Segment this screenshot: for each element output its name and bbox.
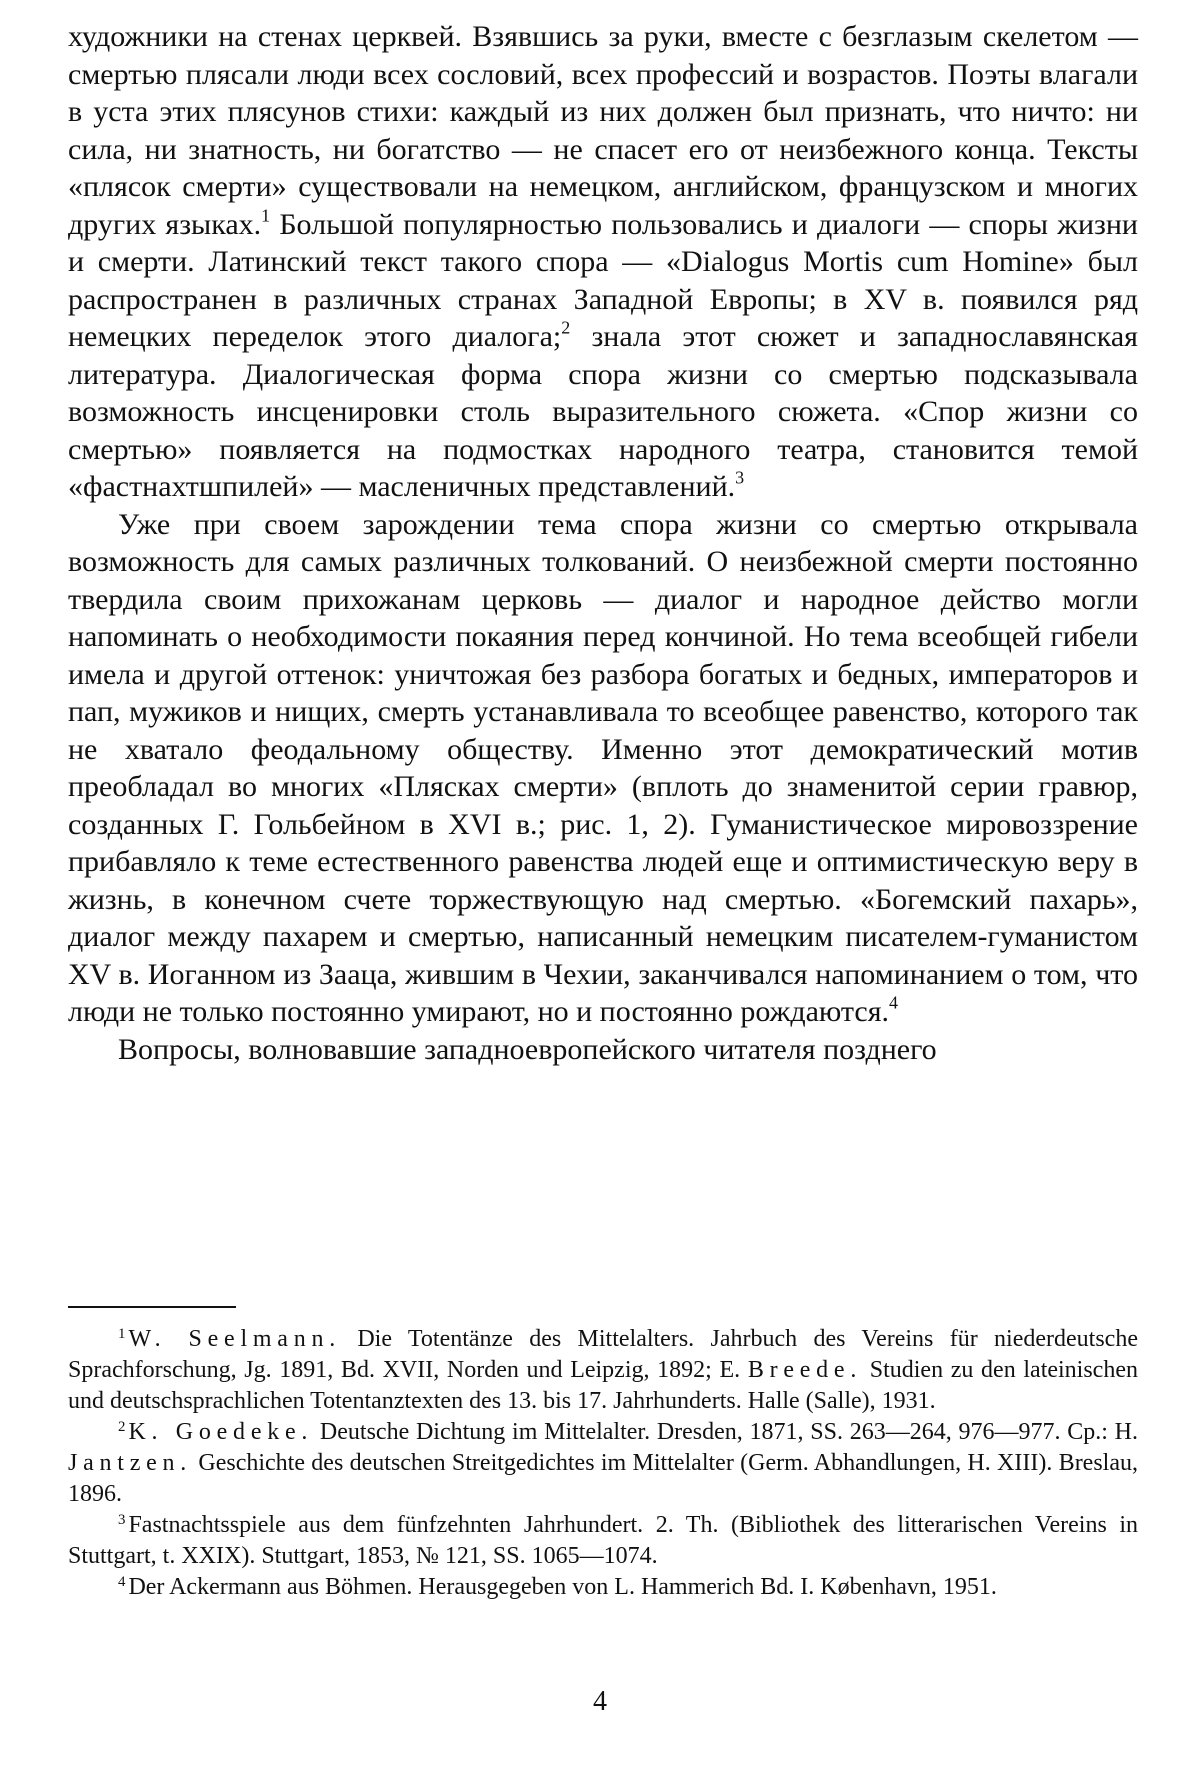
footnote-number: 1 — [118, 1325, 126, 1342]
footnote-text: Deutsche Dichtung im Mittelalter. Dresden, 1871, SS. 263—264, 976—977. Ср.: H. — [313, 1419, 1138, 1445]
footnote-2 — [68, 1417, 1138, 1510]
footnote-text: Fastnachtsspiele aus dem fünfzehnten Jahrhundert. 2. Th. (Bibliothek des litterarischen Vereins in Stuttgart, t. XXIX). Stuttgart, 1853, № 121, SS. 1065—1074. — [68, 1512, 1138, 1569]
paragraph-text: Большой популярностью пользовались и диалоги — споры жизни и смерти. Латинский текст такого спора — «Dialogus Mortis cum Homine» был распространен в различных странах Западной Европы; в XV в. появился ряд немецких переделок этого диалога; — [68, 207, 1138, 353]
footnote-text: Studien zu den lateinischen und deutschsprachlichen Totentanztexten des 13. bis 17. Jahrhunderts. Halle (Salle), 1931. — [68, 1357, 1138, 1414]
main-text — [68, 18, 1138, 1068]
footnote-number: 4 — [118, 1573, 126, 1590]
footnote-4 — [68, 1572, 1138, 1603]
footnote-number: 2 — [118, 1418, 126, 1435]
footnote-text: Geschichte des deutschen Streitgedichtes im Mittelalter (Germ. Abhandlungen, H. XIII). Breslau, 1896. — [68, 1450, 1138, 1507]
paragraph-text: Уже при своем зарождении тема спора жизни со смертью открывала возможность для самых различных толкований. О неизбежной смерти постоянно твердила своим прихожанам церковь — диалог и народное действо могли напоминать о необходимости покаяния перед кончиной. Но тема всеобщей гибели имела и другой оттенок: уничтожая без разбора богатых и бедных, императоров и пап, мужиков и нищих, смерть устанавливала то всеобщее равенство, которого так не хватало феодальному обществу. Именно этот демократический мотив преобладал во многих «Плясках смерти» (вплоть до знаменитой серии гравюр, созданных Г. Гольбейном в XVI в.; рис. 1, 2). Гуманистическое мировоззрение прибавляло к теме естественного равенства людей еще и оптимистическую веру в жизнь, в конечном счете торжествующую над смертью. «Богемский пахарь», диалог между пахарем и смертью, написанный немецким писателем-гуманистом XV в. Иоганном из Зааца, жившим в Чехии, заканчивался напоминанием о том, что люди не только постоянно умирают, но и постоянно рождаются. — [68, 507, 1138, 1028]
paragraph-text: Вопросы, волновавшие западноевропейского читателя позднего — [118, 1032, 937, 1066]
paragraph-3 — [68, 1031, 1138, 1069]
footnote-1 — [68, 1324, 1138, 1417]
footnote-author: K. Goedeke. — [128, 1419, 314, 1445]
paragraph-1 — [68, 18, 1138, 506]
paragraph-2 — [68, 506, 1138, 1031]
page-number: 4 — [593, 1686, 607, 1717]
footnote-3 — [68, 1510, 1138, 1572]
footnote-ref: 2 — [561, 317, 571, 338]
footnote-author: Jantzen. — [68, 1450, 193, 1476]
paragraph-text: художники на стенах церквей. Взявшись за руки, вместе с безглазым скелетом — смертью плясали люди всех сословий, всех профессий и возрастов. Поэты влагали в уста этих плясунов стихи: каждый из них должен был признать, что ничто: ни сила, ни знатность, ни богатство — не спасет его от неизбежного конца. Тексты «плясок смерти» существовали на немецком, английском, французском и многих других языках. — [68, 20, 1138, 241]
paragraph-text: знала этот сюжет и западнославянская литература. Диалогическая форма спора жизни со смертью подсказывала возможность инсценировки столь выразительного сюжета. «Спор жизни со смертью» появляется на подмостках народного театра, становится темой «фастнахтшпилей» — масленичных представлений. — [68, 320, 1138, 503]
footnotes — [68, 1324, 1138, 1603]
footnote-divider — [68, 1306, 236, 1308]
footnote-text: Der Ackermann aus Böhmen. Herausgegeben von L. Hammerich Bd. I. København, 1951. — [128, 1574, 997, 1600]
footnote-text: Die Totentänze des Mittelalters. Jahrbuch des Vereins für niederdeutsche Sprachforschung, Jg. 1891, Bd. XVII, Norden und Leipzig, 1892; E. — [68, 1326, 1138, 1383]
footnote-ref: 3 — [735, 467, 745, 488]
page-body — [68, 18, 1138, 1068]
footnote-author: W. Seelmann. — [128, 1326, 341, 1352]
footnote-ref: 1 — [261, 204, 271, 225]
footnote-ref: 4 — [889, 992, 899, 1013]
footnote-number: 3 — [118, 1511, 126, 1528]
footnote-author: Breede. — [747, 1357, 863, 1383]
